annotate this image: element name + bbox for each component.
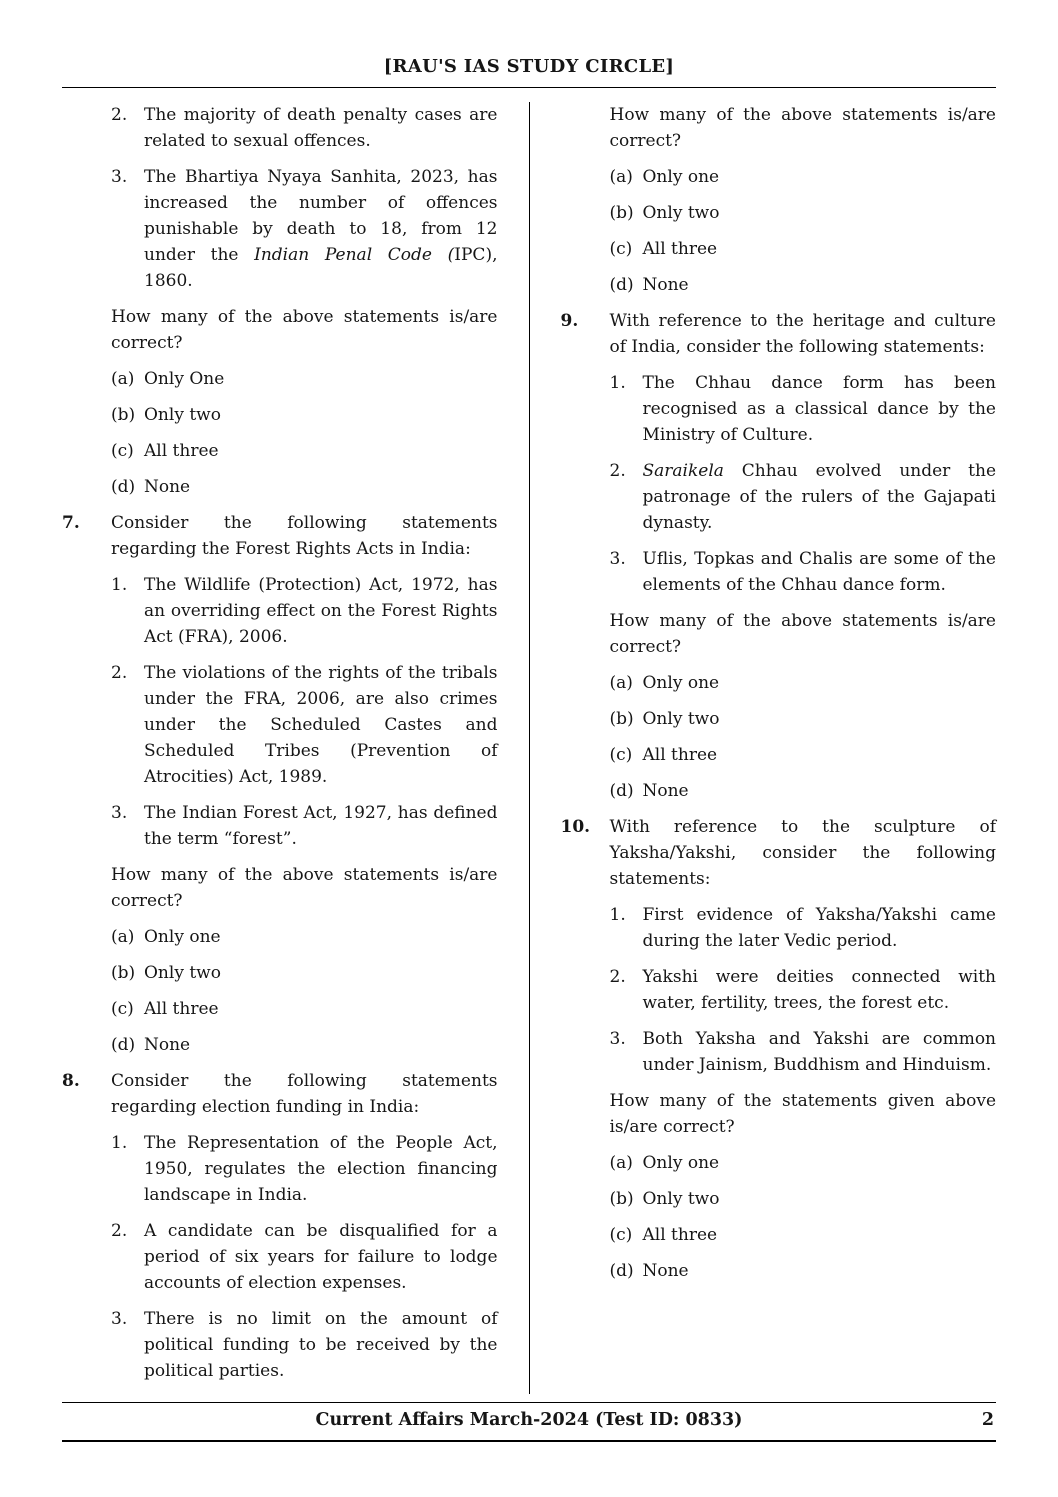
- option-text: Only one: [642, 167, 720, 187]
- option-text: None: [642, 1261, 689, 1281]
- option-letter: (d): [609, 1261, 634, 1281]
- statement-item: [561, 370, 997, 448]
- question-prompt: How many of the above statements is/are correct?: [111, 865, 498, 911]
- statement-item: [561, 458, 997, 536]
- question-text: With reference to the sculpture of Yaksha/Yakshi, consider the following statements:: [609, 817, 996, 889]
- statement-number: 2.: [111, 663, 128, 683]
- option-text: Only two: [144, 405, 221, 425]
- option-d: [62, 474, 498, 500]
- question-prompt: How many of the above statements is/are correct?: [111, 307, 498, 353]
- page-header: [0, 0, 1058, 88]
- statement-number: 1.: [111, 1133, 128, 1153]
- statement-text: The violations of the rights of the tribals under the FRA, 2006, are also crimes under the Scheduled Castes and Scheduled Tribes (Prevention of Atrocities) Act, 1989.: [144, 663, 498, 787]
- header-title: [RAU'S IAS STUDY CIRCLE]: [62, 54, 996, 88]
- question-number: 9.: [560, 311, 579, 331]
- question-number: 8.: [62, 1071, 80, 1091]
- statement-item: [62, 660, 498, 790]
- statement-text: There is no limit on the amount of political funding to be received by the political parties.: [144, 1309, 498, 1381]
- option-c: [62, 996, 498, 1022]
- option-text: All three: [642, 1225, 718, 1245]
- statement-text: The Indian Forest Act, 1927, has defined the term “forest”.: [144, 803, 498, 849]
- option-text: None: [144, 477, 191, 497]
- option-d: [561, 778, 997, 804]
- option-letter: (a): [609, 167, 633, 187]
- option-text: Only two: [642, 709, 720, 729]
- statement-item: [62, 164, 498, 294]
- option-letter: (d): [111, 1035, 136, 1055]
- statement-text: First evidence of Yaksha/Yakshi came during the later Vedic period.: [642, 905, 996, 951]
- question-number: 10.: [560, 817, 591, 837]
- statement-item: [561, 546, 997, 598]
- statement-number: 1.: [609, 905, 626, 925]
- option-letter: (d): [609, 781, 634, 801]
- option-text: None: [642, 275, 689, 295]
- option-a: [561, 670, 997, 696]
- option-c: [561, 236, 997, 262]
- statement-text: Both Yaksha and Yakshi are common under Jainism, Buddhism and Hinduism.: [642, 1029, 996, 1075]
- question-prompt: How many of the above statements is/are correct?: [609, 611, 996, 657]
- statement-number: 2.: [609, 461, 626, 481]
- option-letter: (a): [111, 369, 135, 389]
- column-divider: [529, 102, 530, 1394]
- option-letter: (d): [609, 275, 634, 295]
- option-letter: (b): [609, 203, 634, 223]
- question-number: 7.: [62, 513, 80, 533]
- question-10: [561, 814, 997, 892]
- statement-item: [62, 800, 498, 852]
- question-7: [62, 510, 498, 562]
- statement-item: [62, 1218, 498, 1296]
- page-content: [0, 88, 1058, 1394]
- statement-text: [144, 164, 498, 294]
- option-text: All three: [144, 999, 219, 1019]
- question-prompt: How many of the above statements is/are correct?: [609, 105, 996, 151]
- option-letter: (c): [609, 1225, 633, 1245]
- question-text: Consider the following statements regarding the Forest Rights Acts in India:: [111, 513, 498, 559]
- statement-item: [561, 1026, 997, 1078]
- statement-number: 1.: [609, 373, 626, 393]
- statement-number: 3.: [111, 167, 128, 187]
- statement-number: 2.: [111, 1221, 128, 1241]
- option-letter: (b): [111, 405, 136, 425]
- statement-number: 2.: [111, 105, 128, 125]
- option-letter: (a): [609, 673, 633, 693]
- statement-item: [62, 1306, 498, 1384]
- statement-item: [62, 572, 498, 650]
- option-letter: (c): [609, 239, 633, 259]
- question-9: [561, 308, 997, 360]
- text-segment: Chhau evolved under the patronage of the rulers of the Gajapati dynasty.: [642, 461, 996, 533]
- option-d: [561, 1258, 997, 1284]
- footer-title: Current Affairs March-2024 (Test ID: 0833): [315, 1410, 743, 1430]
- option-letter: (b): [111, 963, 136, 983]
- statement-text: The Wildlife (Protection) Act, 1972, has an overriding effect on the Forest Rights Act (FRA), 2006.: [144, 575, 498, 647]
- option-a: [62, 366, 498, 392]
- statement-text: Yakshi were deities connected with water, fertility, trees, the forest etc.: [642, 967, 996, 1013]
- text-segment: Saraikela: [642, 461, 724, 481]
- option-text: Only two: [642, 1189, 720, 1209]
- option-text: All three: [642, 745, 718, 765]
- left-column: [62, 102, 498, 1394]
- option-letter: (a): [609, 1153, 633, 1173]
- option-letter: (b): [609, 1189, 634, 1209]
- right-column: [561, 102, 997, 1394]
- statement-text: A candidate can be disqualified for a period of six years for failure to lodge accounts of election expenses.: [144, 1221, 498, 1293]
- statement-number: 3.: [111, 803, 128, 823]
- statement-item: [62, 102, 498, 154]
- option-c: [62, 438, 498, 464]
- option-c: [561, 1222, 997, 1248]
- option-a: [561, 1150, 997, 1176]
- option-d: [561, 272, 997, 298]
- option-letter: (c): [111, 999, 134, 1019]
- option-letter: (b): [609, 709, 634, 729]
- option-text: Only one: [642, 1153, 720, 1173]
- statement-number: 1.: [111, 575, 128, 595]
- question-prompt: How many of the statements given above is/are correct?: [609, 1091, 996, 1137]
- option-text: Only one: [642, 673, 720, 693]
- statement-text: [643, 458, 997, 536]
- statement-number: 3.: [609, 1029, 626, 1049]
- text-segment: The Bhartiya Nyaya Sanhita, 2023, has increased the number of offences punishable by death to 18, from 12 under the: [144, 167, 498, 265]
- option-letter: (a): [111, 927, 135, 947]
- statement-item: [561, 902, 997, 954]
- page-number: 2: [981, 1410, 994, 1430]
- option-b: [561, 706, 997, 732]
- option-text: Only One: [144, 369, 225, 389]
- option-text: All three: [642, 239, 718, 259]
- option-b: [561, 200, 997, 226]
- text-segment: IPC), 1860.: [144, 245, 498, 291]
- statement-text: The Chhau dance form has been recognised as a classical dance by the Ministry of Culture.: [642, 373, 996, 445]
- statement-text: Uflis, Topkas and Chalis are some of the elements of the Chhau dance form.: [642, 549, 996, 595]
- statement-number: 3.: [111, 1309, 128, 1329]
- option-c: [561, 742, 997, 768]
- question-8: [62, 1068, 498, 1120]
- option-text: Only one: [144, 927, 221, 947]
- option-b: [62, 402, 498, 428]
- statement-text: The majority of death penalty cases are related to sexual offences.: [144, 105, 498, 151]
- statement-item: [62, 1130, 498, 1208]
- option-text: None: [144, 1035, 191, 1055]
- statement-item: [561, 964, 997, 1016]
- statement-number: 2.: [609, 967, 626, 987]
- option-letter: (c): [609, 745, 633, 765]
- text-segment: Indian Penal Code (: [254, 245, 455, 265]
- option-a: [62, 924, 498, 950]
- option-a: [561, 164, 997, 190]
- option-letter: (c): [111, 441, 134, 461]
- option-text: None: [642, 781, 689, 801]
- option-b: [62, 960, 498, 986]
- footer-row: [62, 1407, 996, 1433]
- option-text: All three: [144, 441, 219, 461]
- question-text: Consider the following statements regarding election funding in India:: [111, 1071, 498, 1117]
- option-d: [62, 1032, 498, 1058]
- option-letter: (d): [111, 477, 136, 497]
- question-text: With reference to the heritage and culture of India, consider the following statements:: [609, 311, 996, 357]
- statement-number: 3.: [609, 549, 626, 569]
- statement-text: The Representation of the People Act, 1950, regulates the election financing landscape in India.: [144, 1133, 498, 1205]
- option-text: Only two: [642, 203, 720, 223]
- option-b: [561, 1186, 997, 1212]
- page-footer: [62, 1402, 996, 1442]
- option-text: Only two: [144, 963, 221, 983]
